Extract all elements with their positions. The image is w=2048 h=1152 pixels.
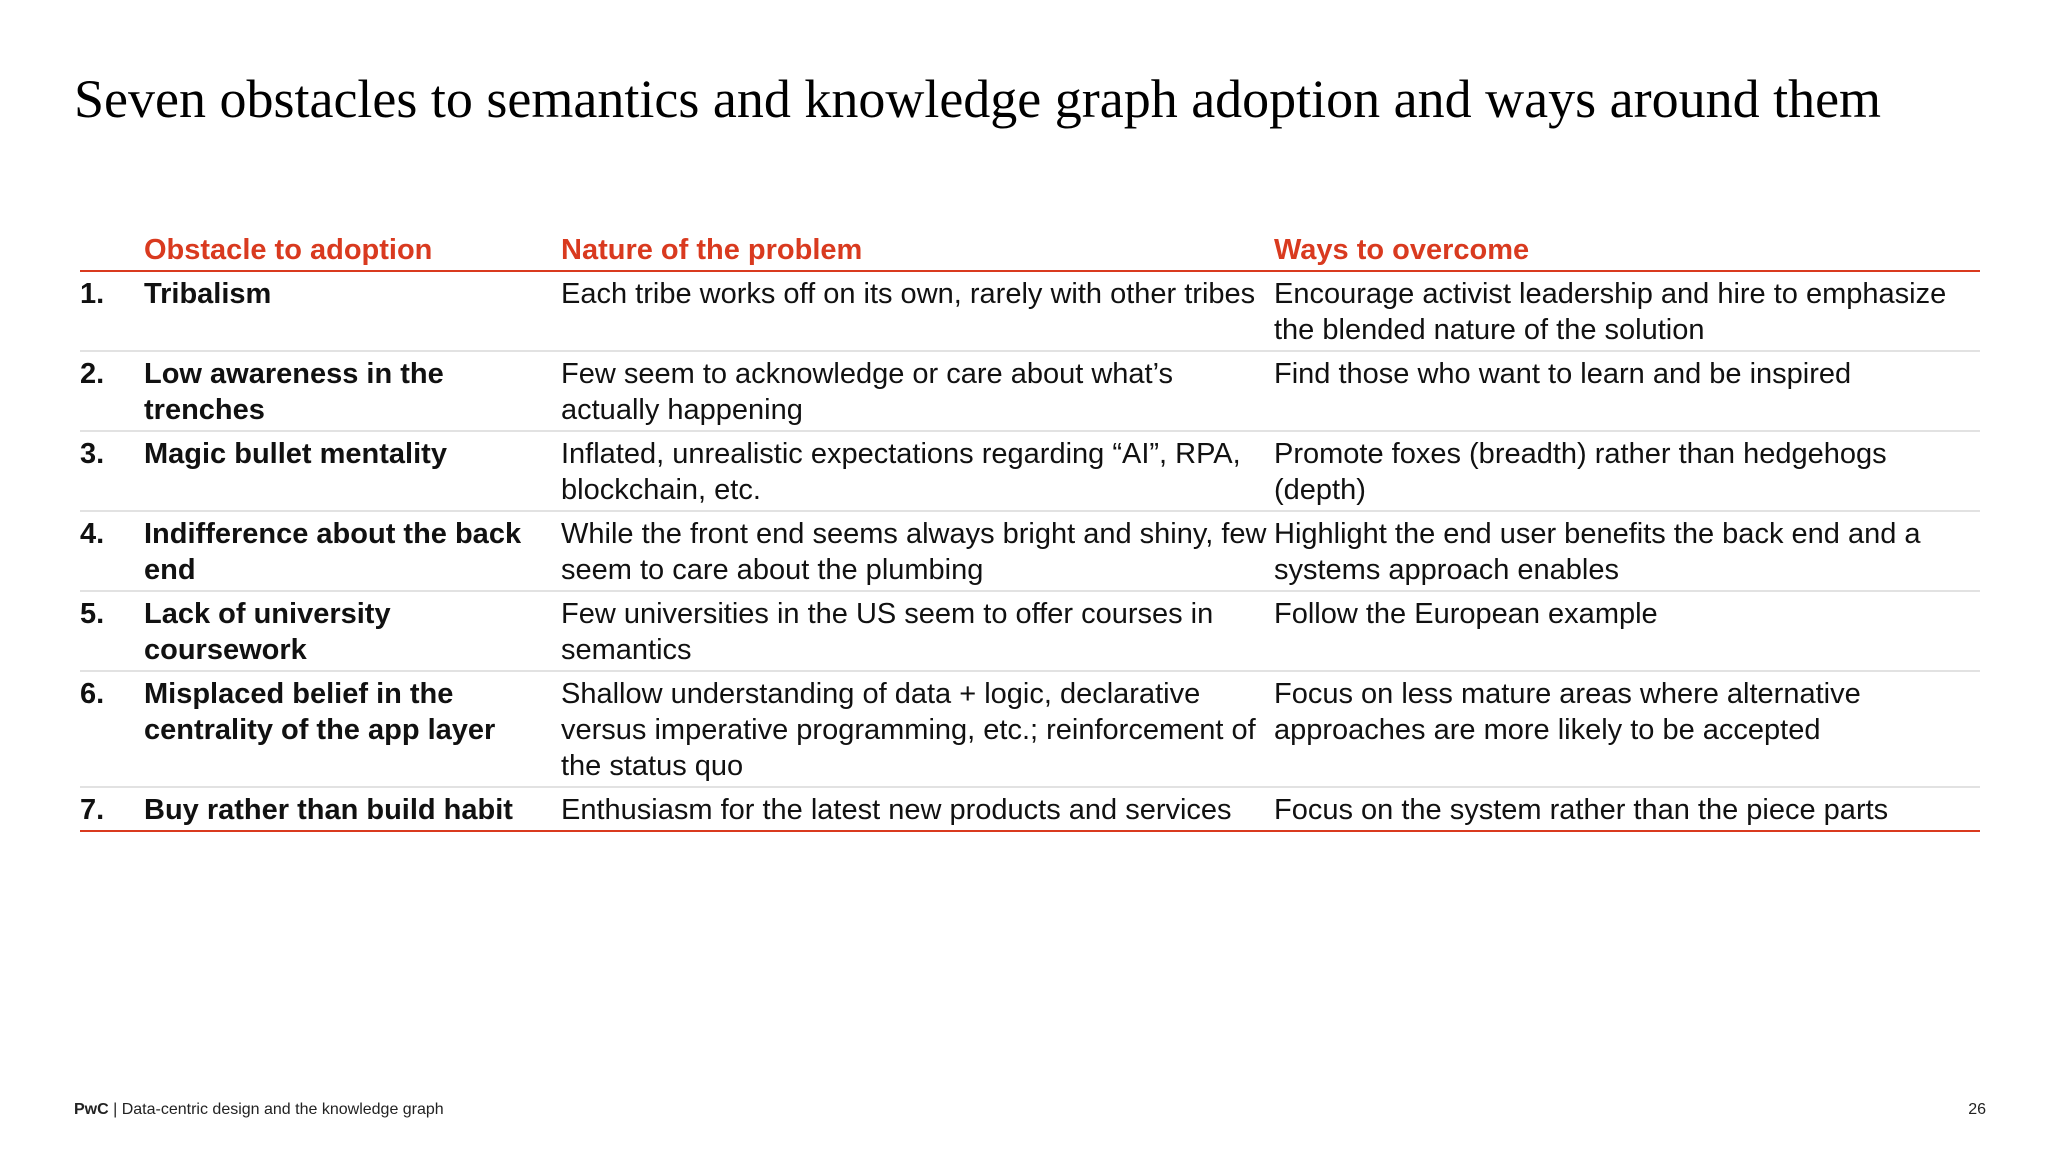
table-row bbox=[80, 511, 1980, 591]
table-row bbox=[80, 351, 1980, 431]
nature-cell: Shallow understanding of data + logic, declarative versus imperative programming, etc.; reinforcement of the status quo bbox=[561, 671, 1274, 787]
row-number: 6. bbox=[80, 671, 144, 787]
nature-cell: Each tribe works off on its own, rarely with other tribes bbox=[561, 271, 1274, 351]
footer-brand: PwC bbox=[74, 1101, 109, 1118]
column-header-number bbox=[80, 230, 144, 271]
obstacle-cell: Lack of university coursework bbox=[144, 591, 561, 671]
row-number: 1. bbox=[80, 271, 144, 351]
ways-cell: Focus on the system rather than the piece parts bbox=[1274, 787, 1980, 831]
nature-cell: Few universities in the US seem to offer courses in semantics bbox=[561, 591, 1274, 671]
obstacle-cell: Indifference about the back end bbox=[144, 511, 561, 591]
row-number: 5. bbox=[80, 591, 144, 671]
nature-cell: Few seem to acknowledge or care about what’s actually happening bbox=[561, 351, 1274, 431]
ways-cell: Encourage activist leadership and hire to emphasize the blended nature of the solution bbox=[1274, 271, 1980, 351]
column-header-ways: Ways to overcome bbox=[1274, 230, 1980, 271]
column-header-nature: Nature of the problem bbox=[561, 230, 1274, 271]
ways-cell: Focus on less mature areas where alternative approaches are more likely to be accepted bbox=[1274, 671, 1980, 787]
row-number: 7. bbox=[80, 787, 144, 831]
ways-cell: Promote foxes (breadth) rather than hedgehogs (depth) bbox=[1274, 431, 1980, 511]
nature-cell: Enthusiasm for the latest new products and services bbox=[561, 787, 1274, 831]
slide-title: Seven obstacles to semantics and knowledge graph adoption and ways around them bbox=[74, 69, 1882, 129]
nature-cell: Inflated, unrealistic expectations regarding “AI”, RPA, blockchain, etc. bbox=[561, 431, 1274, 511]
obstacle-cell: Buy rather than build habit bbox=[144, 787, 561, 831]
row-number: 4. bbox=[80, 511, 144, 591]
table-row bbox=[80, 671, 1980, 787]
footer-text: Data-centric design and the knowledge graph bbox=[121, 1101, 444, 1118]
column-header-obstacle: Obstacle to adoption bbox=[144, 230, 561, 271]
obstacles-table bbox=[80, 230, 1980, 832]
page-number: 26 bbox=[1968, 1101, 1986, 1118]
ways-cell: Follow the European example bbox=[1274, 591, 1980, 671]
obstacle-cell: Magic bullet mentality bbox=[144, 431, 561, 511]
obstacles-table-container bbox=[80, 230, 1980, 832]
table-row bbox=[80, 787, 1980, 831]
ways-cell: Highlight the end user benefits the back end and a systems approach enables bbox=[1274, 511, 1980, 591]
row-number: 3. bbox=[80, 431, 144, 511]
nature-cell: While the front end seems always bright and shiny, few seem to care about the plumbing bbox=[561, 511, 1274, 591]
table-row bbox=[80, 431, 1980, 511]
obstacle-cell: Tribalism bbox=[144, 271, 561, 351]
table-row bbox=[80, 591, 1980, 671]
footer-separator: | bbox=[108, 1101, 122, 1118]
obstacle-cell: Misplaced belief in the centrality of the app layer bbox=[144, 671, 561, 787]
table-header-row bbox=[80, 230, 1980, 271]
ways-cell: Find those who want to learn and be inspired bbox=[1274, 351, 1980, 431]
slide-footer bbox=[74, 1100, 444, 1120]
row-number: 2. bbox=[80, 351, 144, 431]
obstacle-cell: Low awareness in the trenches bbox=[144, 351, 561, 431]
table-row bbox=[80, 271, 1980, 351]
